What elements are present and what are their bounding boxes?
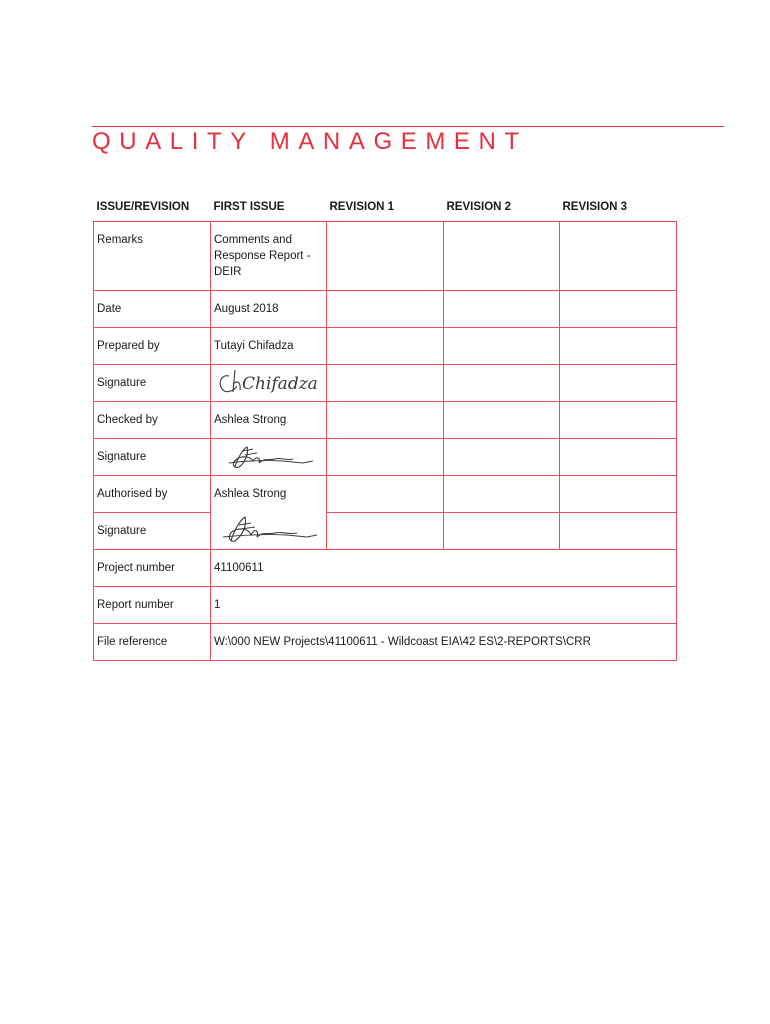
remarks-first-issue: Comments and Response Report - DEIR [211,222,327,291]
date-revision-3 [560,291,677,328]
prepared-by-revision-2 [444,328,560,365]
header-revision-3: REVISION 3 [562,201,628,213]
signature-strong-checked [223,441,323,473]
header-issue-revision: ISSUE/REVISION [96,201,190,213]
header-row [94,201,677,222]
row-label-project-number: Project number [94,550,211,587]
table-row [94,587,677,624]
signature-prepared-cell [211,365,327,402]
row-label-file-reference: File reference [94,624,211,661]
prepared-by-revision-1 [327,328,444,365]
row-label-signature-prepared: Signature [94,365,211,402]
remarks-revision-3 [560,222,677,291]
title-rule [92,126,724,127]
prepared-by-revision-3 [560,328,677,365]
date-revision-2 [444,291,560,328]
checked-by-revision-1 [327,402,444,439]
project-number-value: 41100611 [211,550,677,587]
header-revision-2: REVISION 2 [446,201,512,213]
table-row [94,550,677,587]
signature-checked-revision-2 [444,439,560,476]
report-number-value: 1 [211,587,677,624]
table-row [94,365,677,402]
table-row [94,328,677,365]
header-first-issue: FIRST ISSUE [213,201,285,213]
table-row [94,291,677,328]
row-label-signature-checked: Signature [94,439,211,476]
signature-authorised-revision-3 [560,513,677,550]
authorised-by-revision-1 [327,476,444,513]
authorised-by-first-issue: Ashlea Strong [211,476,327,513]
row-label-signature-authorised: Signature [94,513,211,550]
checked-by-revision-3 [560,402,677,439]
row-label-prepared-by: Prepared by [94,328,211,365]
signature-strong-authorised [219,513,325,547]
remarks-revision-2 [444,222,560,291]
remarks-revision-1 [327,222,444,291]
authorised-by-revision-3 [560,476,677,513]
file-reference-value: W:\000 NEW Projects\41100611 - Wildcoast EIA\42 ES\2-REPORTS\CRR [211,624,677,661]
table-row [94,624,677,661]
signature-authorised-revision-2 [444,513,560,550]
prepared-by-first-issue: Tutayi Chifadza [211,328,327,365]
signature-authorised-revision-1 [327,513,444,550]
signature-checked-cell [211,439,327,476]
date-revision-1 [327,291,444,328]
page-title: QUALITY MANAGEMENT [92,128,528,155]
signature-authorised-cell [211,513,327,550]
header-revision-1: REVISION 1 [329,201,395,213]
checked-by-first-issue: Ashlea Strong [211,402,327,439]
table-row [94,439,677,476]
checked-by-revision-2 [444,402,560,439]
date-first-issue: August 2018 [211,291,327,328]
signature-checked-revision-1 [327,439,444,476]
signature-chifadza [215,366,327,400]
signature-prepared-revision-2 [444,365,560,402]
row-label-remarks: Remarks [94,222,211,291]
signature-prepared-revision-3 [560,365,677,402]
signature-prepared-revision-1 [327,365,444,402]
table-row [94,513,677,550]
row-label-authorised-by: Authorised by [94,476,211,513]
table-row [94,476,677,513]
row-label-date: Date [94,291,211,328]
row-label-checked-by: Checked by [94,402,211,439]
quality-management-table [93,201,677,661]
svg-text:Chifadza: Chifadza [242,374,318,394]
table-row [94,222,677,291]
row-label-report-number: Report number [94,587,211,624]
table-row [94,402,677,439]
signature-checked-revision-3 [560,439,677,476]
authorised-by-revision-2 [444,476,560,513]
